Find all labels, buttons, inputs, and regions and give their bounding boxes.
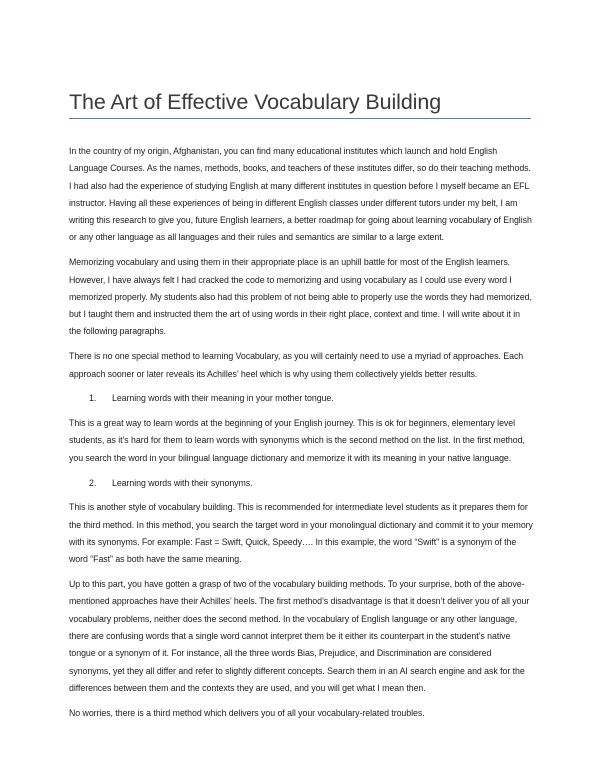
paragraph-method-two: This is another style of vocabulary building. This is recommended for intermediate level students as it prepares them for the third method. In this method, you search the target word in your monolingual dictionary and commit it to your memory with its synonyms. For example: Fast = Swift, Quick, Speedy…. In this example, the word “Swift” is a synonym of the word “Fast” as both have the same meaning.	[69, 502, 533, 565]
document-title: The Art of Effective Vocabulary Building	[69, 90, 442, 114]
list-item-number: 1.	[89, 393, 97, 404]
document-body	[69, 143, 533, 729]
list-item-number: 2.	[89, 477, 97, 488]
paragraph-memorizing: Memorizing vocabulary and using them in their appropriate place is an uphill battle for most of the English learners. However, I have always felt I had cracked the code to memorizing and using vocabulary as I could use every word I memorized properly. My students also had this problem of not being able to properly use the words they had memorized, but I taught them and instructed them the art of using words in their right place, context and time. I will write about it in the following paragraphs.	[69, 257, 532, 337]
paragraph-intro: In the country of my origin, Afghanistan, you can find many educational institutes which launch and hold English Language Courses. As the names, methods, books, and teachers of these institutes differ, so do their teaching methods. I had also had the experience of studying English at many different institutes in question before I myself became an EFL instructor. Having all these experiences of being in different English classes under different tutors under my belt, I am writing this research to give you, future English learners, a better roadmap for going about learning vocabulary of English or any other language as all languages and their rules and semantics are similar to a large extent.	[69, 146, 532, 243]
paragraph-achilles-heels: Up to this part, you have gotten a grasp of two of the vocabulary building methods. To your surprise, both of the above-mentioned approaches have their Achilles’ heels. The first method’s disadvantage is that it doesn’t deliver you of all your vocabulary problems, neither does the second method. In the vocabulary of English language or any other language, there are confusing words that a single word cannot interpret them be it either its counterpart in the student’s native tongue or a synonym of it. For instance, all the three words Bias, Prejudice, and Discrimination are considered synonyms, yet they all differ and refer to slightly different concepts. Search them in an AI search engine and ask for the differences between them and the contexts they are used, and you will get what I mean then.	[69, 579, 530, 693]
paragraph-third-method: No worries, there is a third method which delivers you of all your vocabulary-related troubles.	[69, 707, 425, 718]
list-item	[69, 475, 533, 492]
list-item	[69, 390, 533, 407]
list-item-text: Learning words with their meaning in your mother tongue.	[112, 393, 334, 404]
paragraph-method-one: This is a great way to learn words at the beginning of your English journey. This is ok for beginners, elementary level students, as it’s hard for them to learn words with synonyms which is the second method on the list. In the first method, you search the word in your bilingual language dictionary and memorize it with its meaning in your native language.	[69, 418, 525, 463]
title-underline	[69, 118, 531, 119]
paragraph-methods: There is no one special method to learning Vocabulary, as you will certainly need to use a myriad of approaches. Each approach sooner or later reveals its Achilles’ heel which is why using them collectively yields better results.	[69, 351, 524, 379]
list-item-text: Learning words with their synonyms.	[112, 477, 253, 488]
